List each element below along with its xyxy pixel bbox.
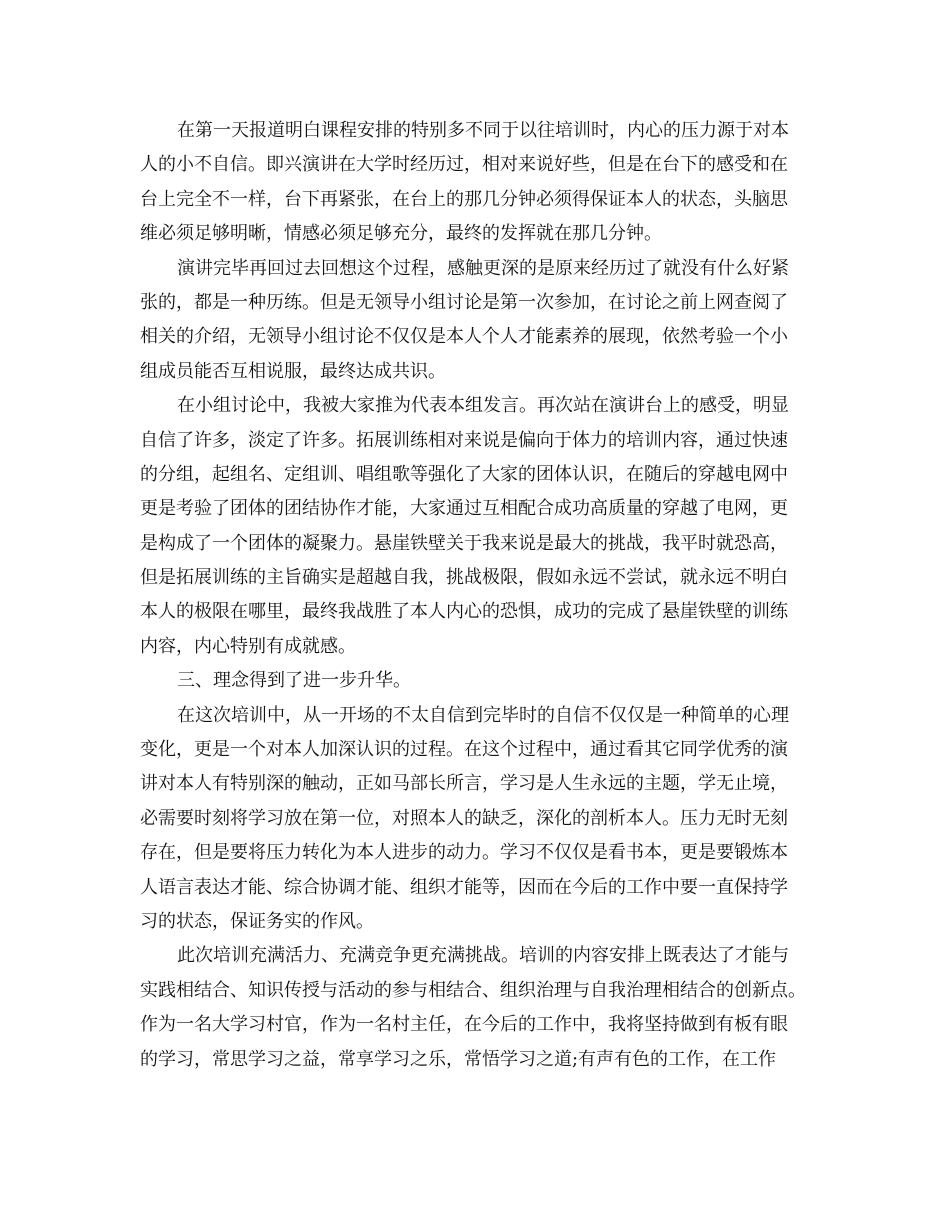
paragraph-line: 人的小不自信。即兴演讲在大学时经历过，相对来说好些，但是在台下的感受和在 xyxy=(140,154,788,176)
paragraph-line: 是构成了一个团体的凝聚力。悬崖铁壁关于我来说是最大的挑战，我平时就恐高， xyxy=(140,532,788,554)
paragraph-line: 作为一名大学习村官，作为一名村主任，在今后的工作中，我将坚持做到有板有眼 xyxy=(140,1014,788,1036)
paragraph-line: 张的，都是一种历练。但是无领导小组讨论是第一次参加，在讨论之前上网查阅了 xyxy=(140,291,788,313)
paragraph-line: 此次培训充满活力、充满竞争更充满挑战。培训的内容安排上既表达了才能与 xyxy=(177,945,789,967)
paragraph-line: 相关的介绍，无领导小组讨论不仅仅是本人个人才能素养的展现，依然考验一个小 xyxy=(140,326,788,348)
paragraph-line: 变化，更是一个对本人加深认识的过程。在这个过程中，通过看其它同学优秀的演 xyxy=(140,739,788,761)
document-body xyxy=(140,114,816,1077)
paragraph-line: 实践相结合、知识传授与活动的参与相结合、组织治理与自我治理相结合的创新点。 xyxy=(140,979,806,1001)
paragraph-line: 的分组，起组名、定组训、唱组歌等强化了大家的团体认识，在随后的穿越电网中 xyxy=(140,463,788,485)
paragraph-line: 台上完全不一样，台下再紧张，在台上的那几分钟必须得保证本人的状态，头脑思 xyxy=(140,188,788,210)
paragraph-line: 习的状态，保证务实的作风。 xyxy=(140,910,374,932)
paragraph-line: 在这次培训中，从一开场的不太自信到完毕时的自信不仅仅是一种简单的心理 xyxy=(177,704,789,726)
paragraph-line: 但是拓展训练的主旨确实是超越自我，挑战极限，假如永远不尝试，就永远不明白 xyxy=(140,567,788,589)
paragraph-line: 人语言表达才能、综合协调才能、组织才能等，因而在今后的工作中要一直保持学 xyxy=(140,876,788,898)
paragraph-line: 存在，但是要将压力转化为本人进步的动力。学习不仅仅是看书本，更是要锻炼本 xyxy=(140,842,788,864)
paragraph-line: 组成员能否互相说服，最终达成共识。 xyxy=(140,360,446,382)
section-heading: 三、理念得到了进一步升华。 xyxy=(177,670,411,692)
paragraph-line: 更是考验了团体的团结协作才能，大家通过互相配合成功高质量的穿越了电网，更 xyxy=(140,498,788,520)
paragraph-line: 内容，内心特别有成就感。 xyxy=(140,635,356,657)
paragraph-line: 演讲完毕再回过去回想这个过程，感触更深的是原来经历过了就没有什么好紧 xyxy=(177,257,789,279)
paragraph-line: 自信了许多，淡定了许多。拓展训练相对来说是偏向于体力的培训内容，通过快速 xyxy=(140,429,788,451)
paragraph-line: 必需要时刻将学习放在第一位，对照本人的缺乏，深化的剖析本人。压力无时无刻 xyxy=(140,807,788,829)
paragraph-line: 在小组讨论中，我被大家推为代表本组发言。再次站在演讲台上的感受，明显 xyxy=(177,395,789,417)
paragraph-line: 维必须足够明晰，情感必须足够充分，最终的发挥就在那几分钟。 xyxy=(140,223,662,245)
paragraph-line: 讲对本人有特别深的触动，正如马部长所言，学习是人生永远的主题，学无止境， xyxy=(140,773,788,795)
paragraph-line: 在第一天报道明白课程安排的特别多不同于以往培训时，内心的压力源于对本 xyxy=(177,120,789,141)
paragraph-line: 本人的极限在哪里，最终我战胜了本人内心的恐惧，成功的完成了悬崖铁壁的训练 xyxy=(140,601,788,623)
paragraph-line: 的学习，常思学习之益，常享学习之乐，常悟学习之道;有声有色的工作，在工作 xyxy=(140,1048,777,1070)
